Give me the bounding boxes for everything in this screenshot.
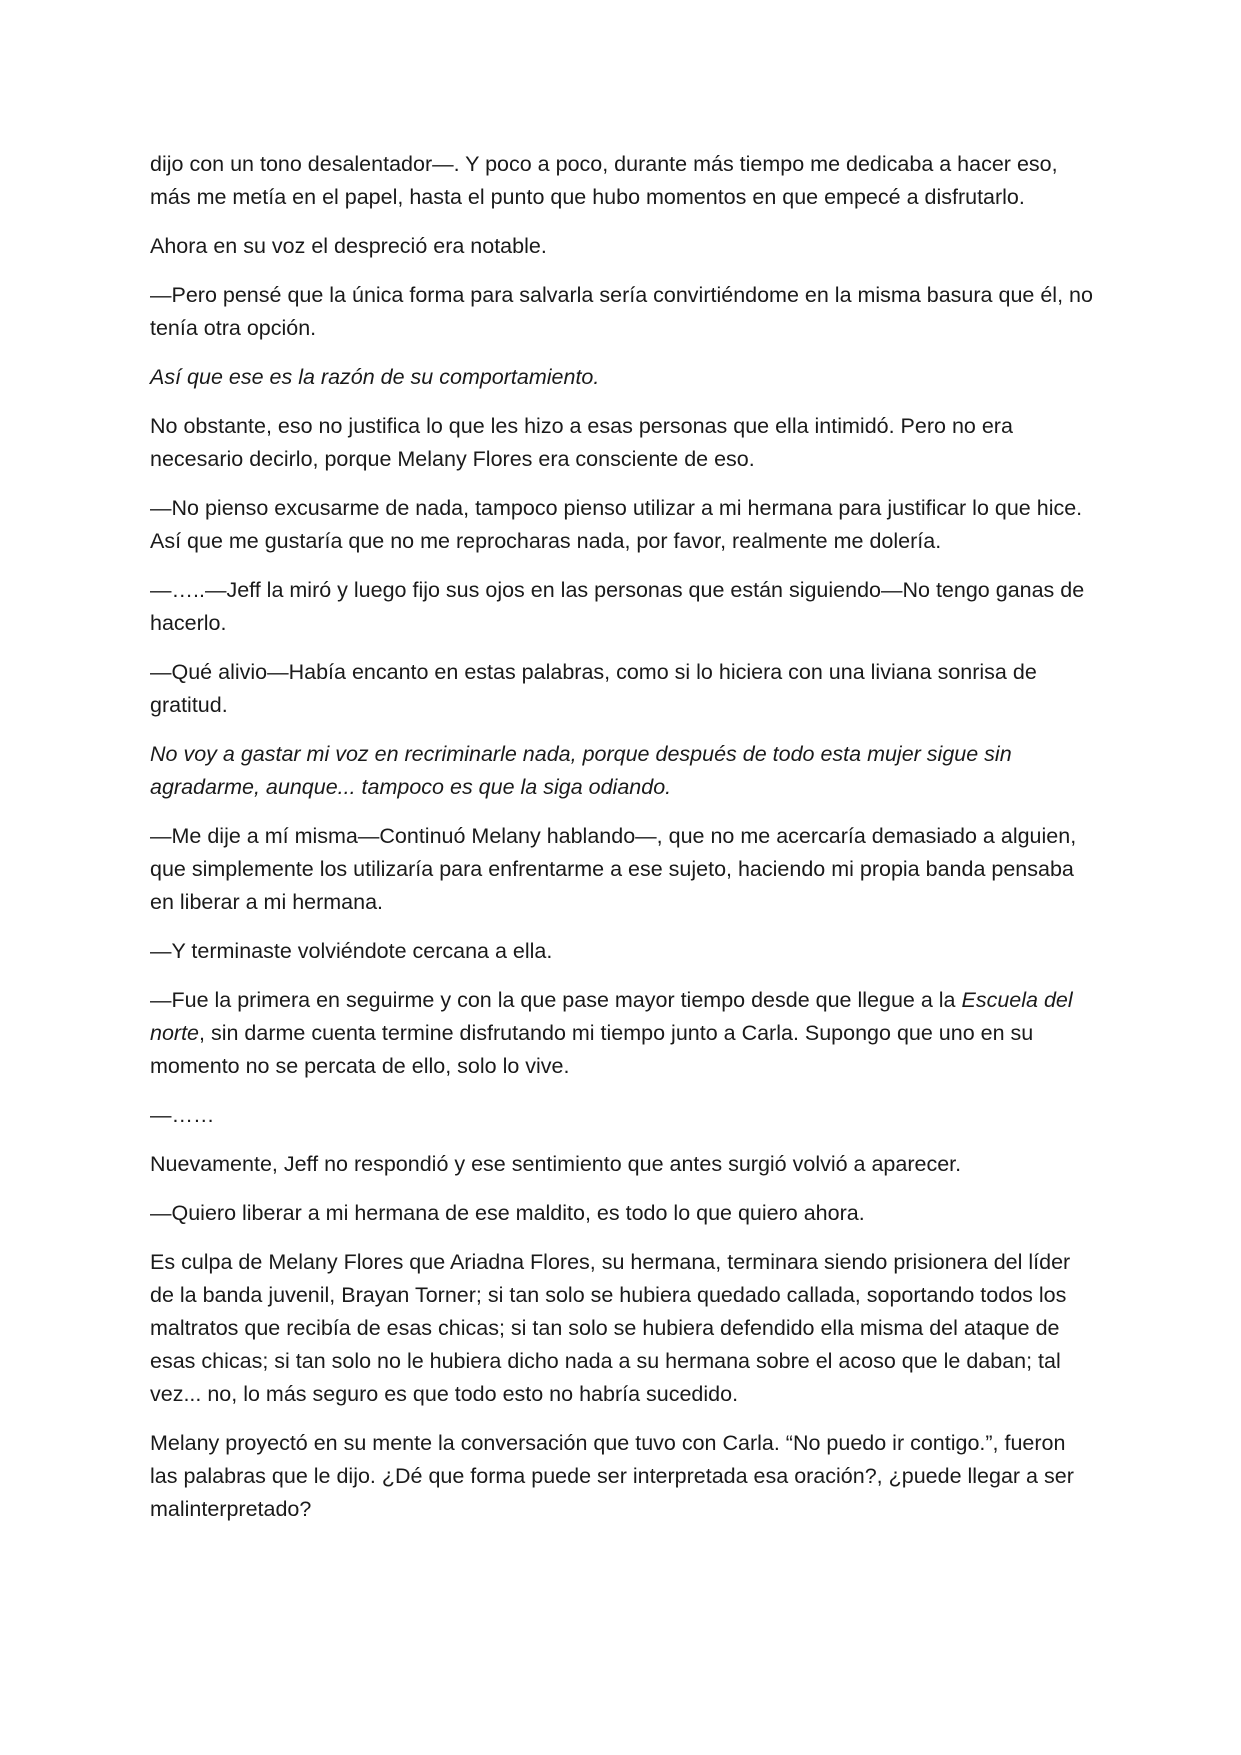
paragraph: —…..—Jeff la miró y luego fijo sus ojos en las personas que están siguiendo—No tengo ganas de hacerlo.	[150, 578, 1085, 635]
paragraph: —……	[150, 1103, 215, 1127]
body-text	[150, 148, 1096, 1542]
paragraph-text: —Fue la primera en seguirme y con la que pase mayor tiempo desde que llegue a la	[150, 988, 962, 1012]
paragraph: No obstante, eso no justifica lo que les hizo a esas personas que ella intimidó. Pero no era necesario decirlo, porque Melany Flores era consciente de eso.	[150, 414, 1013, 471]
paragraph: Es culpa de Melany Flores que Ariadna Flores, su hermana, terminara siendo prisionera del líder de la banda juvenil, Brayan Torner; si tan solo se hubiera quedado callada, soportando todos los maltratos que recibía de esas chicas; si tan solo se hubiera defendido ella misma del ataque de esas chicas; si tan solo no le hubiera dicho nada a su hermana sobre el acoso que le daban; tal vez... no, lo más seguro es que todo esto no habría sucedido.	[150, 1250, 1071, 1406]
paragraph: —Y terminaste volviéndote cercana a ella.	[150, 939, 553, 963]
paragraph: —Qué alivio—Había encanto en estas palabras, como si lo hiciera con una liviana sonrisa de gratitud.	[150, 660, 1037, 717]
paragraph: —Me dije a mí misma—Continuó Melany hablando—, que no me acercaría demasiado a alguien, que simplemente los utilizaría para enfrentarme a ese sujeto, haciendo mi propia banda pensaba en liberar a mi hermana.	[150, 824, 1077, 914]
paragraph: Nuevamente, Jeff no respondió y ese sentimiento que antes surgió volvió a aparecer.	[150, 1152, 962, 1176]
paragraph	[150, 984, 1096, 1083]
paragraph: dijo con un tono desalentador—. Y poco a poco, durante más tiempo me dedicaba a hacer eso, más me metía en el papel, hasta el punto que hubo momentos en que empecé a disfrutarlo.	[150, 152, 1058, 209]
paragraph: Melany proyectó en su mente la conversación que tuvo con Carla. “No puedo ir contigo.”, fueron las palabras que le dijo. ¿Dé que forma puede ser interpretada esa oración?, ¿puede llegar a ser malinterpretado?	[150, 1431, 1074, 1521]
italic-thought-paragraph: Así que ese es la razón de su comportamiento.	[150, 365, 600, 389]
paragraph: —Pero pensé que la única forma para salvarla sería convirtiéndome en la misma basura que él, no tenía otra opción.	[150, 283, 1093, 340]
italic-thought-paragraph: No voy a gastar mi voz en recriminarle nada, porque después de todo esta mujer sigue sin agradarme, aunque... tampoco es que la siga odiando.	[150, 742, 1012, 799]
school-name-emphasis: Escuela del norte	[150, 988, 1073, 1045]
paragraph: —No pienso excusarme de nada, tampoco pienso utilizar a mi hermana para justificar lo que hice. Así que me gustaría que no me reprocharas nada, por favor, realmente me dolería.	[150, 496, 1083, 553]
paragraph-text: , sin darme cuenta termine disfrutando mi tiempo junto a Carla. Supongo que uno en su momento no se percata de ello, solo lo vive.	[150, 1021, 1034, 1078]
paragraph: Ahora en su voz el despreció era notable.	[150, 234, 547, 258]
paragraph: —Quiero liberar a mi hermana de ese maldito, es todo lo que quiero ahora.	[150, 1201, 865, 1225]
